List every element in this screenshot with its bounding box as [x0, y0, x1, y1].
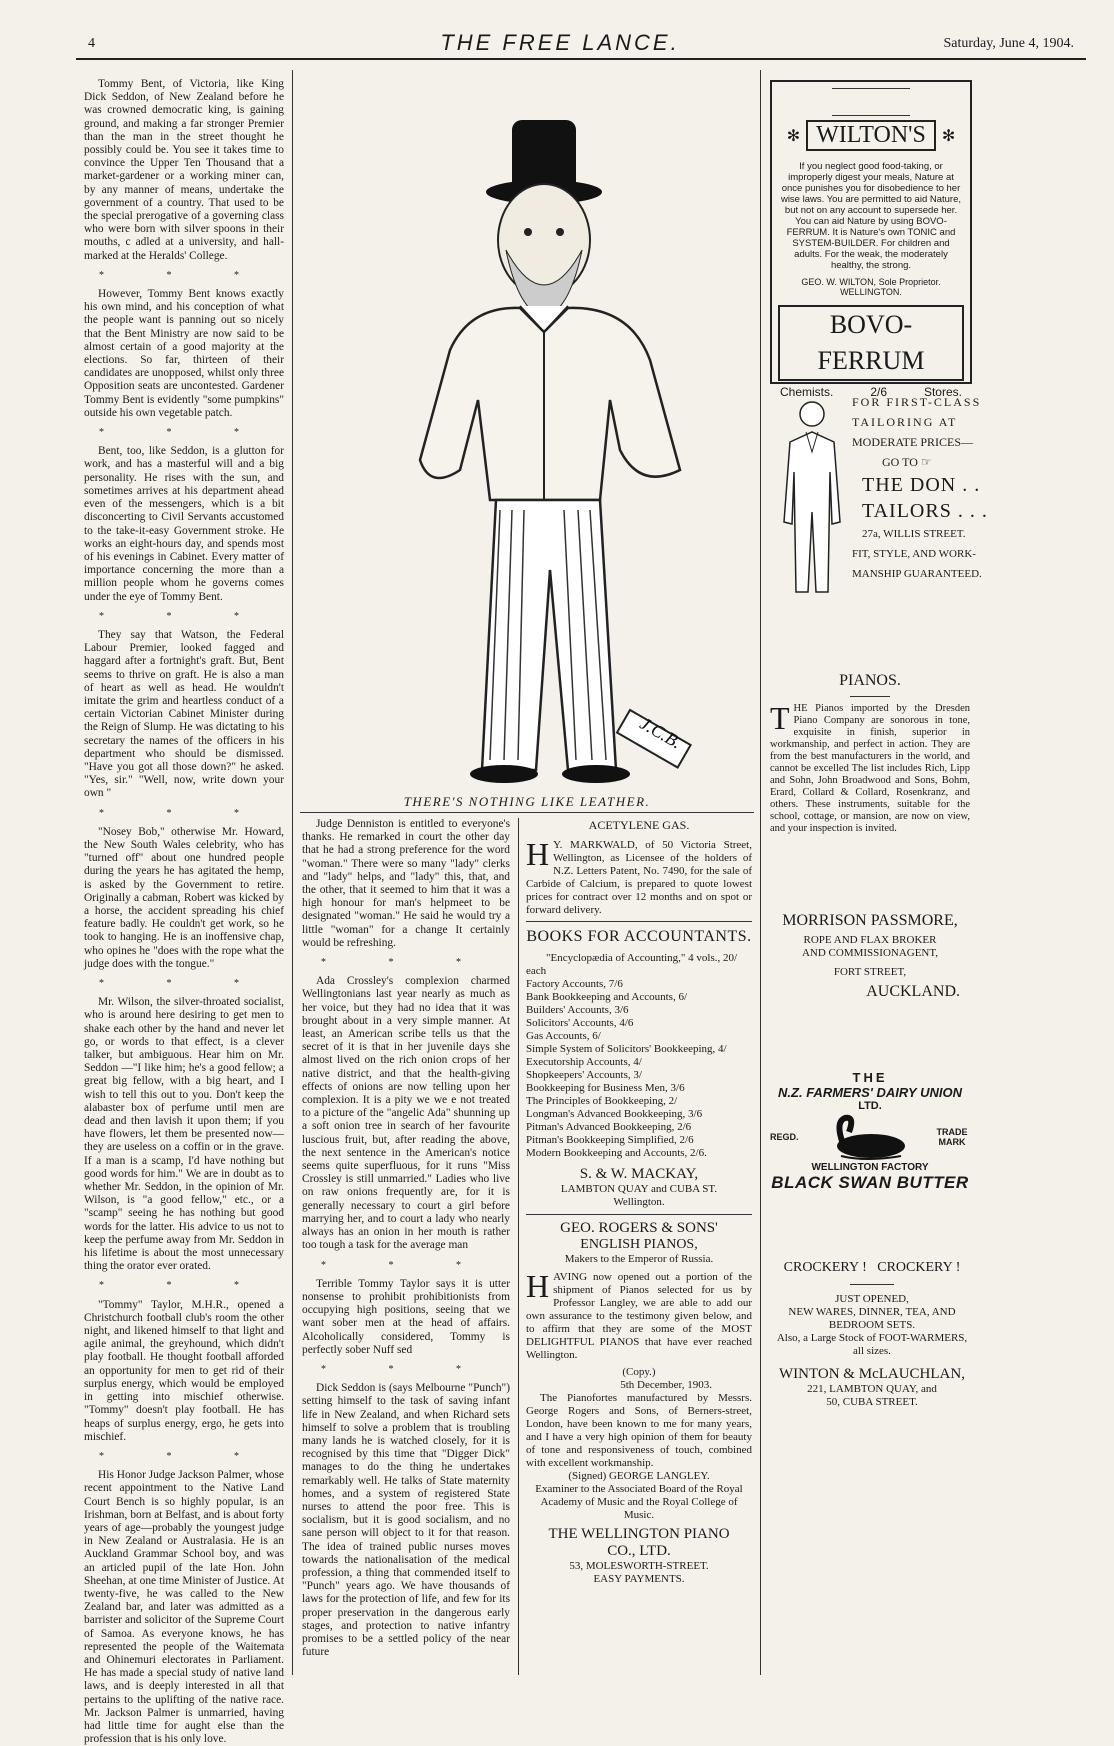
paragraph: Ada Crossley's complexion charmed Wellingtonians last year nearly as much as her voice, but they had no idea that it was brought about in a very simple manner. At least, an American scribe tells us that the secret of it is that in her juvenile days she almost lived on the rich onion crops of her native district, and that the health-giving effects of onions are now telling upon her complexion. It is a pity we we e not treated to a picture of the "angelic Ada" shunning up a soft onion tree in search of her favourite luscious fruit, but, after reading the above, the next sentence in the American's notice seems quite superfluous, for it runs "Miss Crossley is still unmarried." Ladies who live on raw onions frequently are, for it is generally necessary to court a girl before marrying her, and to court a lady who nearly always has an onion in her mouth is rather too tough a task for the average man	[302, 975, 510, 1252]
dairy-rego: REGD.	[770, 1132, 799, 1142]
tailors-guarantee-1: FIT, STYLE, AND WORK-	[852, 548, 976, 560]
cartoon-figure-illustration	[300, 70, 754, 790]
acetylene-heading: ACETYLENE GAS.	[588, 818, 690, 832]
paragraph: Dick Seddon is (says Melbourne "Punch") setting himself to the task of saving infant life in New Zealand, and when Richard sets himself to solve a problem that is troubling many lands he is watched closely, for it is recognised by this time that "Digger Dick" manages to do the thing he undertakes remarkably well. He talks of State maternity homes, and a system of registered State nurses to attend the poor free. This is socialism, but it is good socialism, and no sane person will object to it for that reason. The idea of trained public nurses moves towards the nationalisation of the medical profession, a thing that commended itself to "Punch" years ago. We have thousands of laws for the protection of life, and few for its proper preservation in the dangerous early stages, and protection to native infantry promises to be a settled policy of the near future	[302, 1382, 510, 1659]
crockery-line-5: all sizes.	[853, 1345, 891, 1357]
paragraph: Judge Denniston is entitled to everyone's thanks. He remarked in court the other day that he had a strong preference for the word "woman." There were so many "lady" clerks and "lady" helps, and "lady" this, that, and the other, that it seemed to him that it was a high honour for man's helpmeet to be designated "woman." He said he would try a little "woman" for a change It certainly would be refreshing.	[302, 818, 510, 949]
piano-company-2: CO., LTD.	[607, 1543, 671, 1559]
crockery-address-2: 50, CUBA STREET.	[826, 1396, 918, 1408]
list-item: Modern Bookkeeping and Accounts, 2/6.	[526, 1147, 707, 1159]
separator: * * *	[99, 1280, 269, 1292]
star-icon: ✻	[786, 127, 801, 145]
morrison-city: AUCKLAND.	[866, 983, 960, 1000]
price-label: 2/6	[870, 385, 887, 399]
list-item: "Encyclopædia of Accounting," 4 vols., 20/ each	[526, 952, 738, 977]
column-1	[84, 78, 284, 1746]
paragraph: "Tommy" Taylor, M.H.R., opened a Christchurch football club's room the other night, and likened himself to that light and agile animal, the greyhound, which didn't play football. He thought football afforded an opportunity for men to get rid of their surplus energy, which would be employed in getting into mischief otherwise. "Tommy" doesn't play football. He has heaps of surplus energy, ergo, he gets into mischief.	[84, 1298, 284, 1443]
crockery-address-1: 221, LAMBTON QUAY, and	[807, 1383, 937, 1395]
pianos-body	[770, 700, 970, 835]
separator: * * *	[99, 427, 269, 439]
separator: * * *	[99, 610, 269, 622]
list-item: Factory Accounts, 7/6	[526, 978, 623, 990]
tailors-name-1: THE DON . .	[862, 474, 981, 496]
crockery-line-2: NEW WARES, DINNER, TEA, AND	[788, 1306, 956, 1318]
tailors-address: 27a, WILLIS STREET.	[862, 528, 966, 540]
acetylene-ad	[526, 836, 752, 917]
dropcap: H	[526, 836, 550, 872]
separator: * * *	[99, 807, 269, 819]
dairy-ltd: LTD.	[858, 1100, 882, 1112]
wiltons-body: If you neglect good food-taking, or improperly digest your meals, Nature at once punishes you for disobedience to her wise laws. You are permitted to aid Nature, but not on any account to supersede her. You can aid Nature by using BOVO-FERRUM. It is Nature's own TONIC and SYSTEM-BUILDER. For children and adults. For the weak, the moderately healthy, the strong.	[780, 161, 962, 271]
list-item: Pitman's Bookkeeping Simplified, 2/6	[526, 1134, 694, 1146]
cartoon-signature: J.C.B.	[636, 713, 686, 753]
langley-signature: (Signed) GEORGE LANGLEY.	[568, 1470, 710, 1482]
books-address: LAMBTON QUAY and CUBA ST.	[560, 1183, 718, 1195]
paragraph: However, Tommy Bent knows exactly his own mind, and his conception of what the people want is panning out so nicely that the Bent Ministry are now said to be almost certain of a good majority at the elections. So far, thirteen of their candidates are unopposed, whilst only three Opposition seats are uncontested. Gardener Tommy Bent is evidently "some pumpkins" outside his own vegetable patch.	[84, 288, 284, 419]
paragraph: They say that Watson, the Federal Labour Premier, looked fagged and haggard after a fortnight's graft. But, Bent seems to thrive on graft. He is also a man of heart as well as head. He wouldn't imitate the grim and heartless conduct of a certain Victorian Cabinet Minister during the Reign of Slump. He was dictating to his secretary the names of the officers in his department who should be dismissed. "Have you got all those down?" he asked. "Yes, sir." "Well, now, write down your own "	[84, 628, 284, 800]
list-item: Shopkeepers' Accounts, 3/	[526, 1069, 642, 1081]
wiltons-title: WILTON'S	[806, 120, 936, 151]
tailors-line-3: MODERATE PRICES—	[852, 435, 974, 449]
page-number: 4	[88, 36, 95, 51]
chemists-label: Chemists.	[780, 385, 834, 399]
list-item: Bookkeeping for Business Men, 3/6	[526, 1082, 685, 1094]
morrison-line-3: FORT STREET,	[833, 966, 907, 978]
separator: * * *	[321, 1259, 491, 1271]
dairy-the: THE	[852, 1070, 888, 1085]
paragraph: Bent, too, like Seddon, is a glutton for work, and has a masterful will and a big personality. He rises with the sun, and sometimes arrives at his department ahead even of the messengers, which is a bit disconcerting to Civil Servants accustomed to the take-it-easy Government stroke. He works an eight-hours day, and spends most of his evenings in Cabinet. Every matter of importance concerning the more than a million people whom he governs comes under the eye of Tommy Bent.	[84, 445, 284, 603]
tailors-name-2: TAILORS . . .	[862, 500, 988, 522]
stores-label: Stores.	[923, 385, 962, 399]
list-item: Bank Bookkeeping and Accounts, 6/	[526, 991, 688, 1003]
paragraph: Terrible Tommy Taylor says it is utter nonsense to prohibit prohibitionists from occupying high positions, seeing that we want sober men at the head of affairs. Alcoholically considered, Tommy is perfectly sober Nuff sed	[302, 1277, 510, 1356]
pianos-text: HE Pianos imported by the Dresden Piano Company are sonorous in tone, exquisite in finish, superior in workmanship, and perfect in action. They are from the best manufacturers in the world, and cannot be excelled The list includes Rich, Lipp and Sohn, John Broadwood and Sons, Bohm, Erard, Collard & Collard, Rosenkranz, and others. These instruments, suitable for the school, cottage, or mansion, are now on view, and your inspection is invited.	[770, 703, 970, 834]
morrison-line-2: AND COMMISSIONAGENT,	[801, 947, 939, 959]
header-rule	[76, 58, 1086, 60]
tailors-line-1: FOR FIRST-CLASS	[852, 395, 982, 409]
list-item: Solicitors' Accounts, 4/6	[526, 1017, 634, 1029]
tailors-line-4: GO TO ☞	[882, 455, 932, 469]
paragraph: Mr. Wilson, the silver-throated socialist, who is around here desiring to get men to shake each other by the hand and never let go, or words to that effect, is a clever talker, but ambiguous. Hear him on Mr. Seddon —"I like him; he's a good fellow; a great big fellow, with a big heart, and I wish to tell this out to you. Don't keep the alabaster box of perfume until men are dead and then lavish it upon them; if you have flowers, let them be presented now—they are useless on a coffin or in the grave. If a man is a scamp, I'd have nothing but good words for him." We are in doubt as to whether Mr. Seddon, in the opinion of Mr. Wilson, is "a good fellow," etc., or a "scamp" seeing he has nothing but good words for the latter. His advice to us not to keep the perfume away from Mr. Seddon in his lifetime is about the most unnecessary thing the orator ever orated.	[84, 996, 284, 1273]
list-item: Pitman's Advanced Bookkeeping, 2/6	[526, 1121, 692, 1133]
swan-icon	[821, 1112, 911, 1162]
piano-company-1: THE WELLINGTON PIANO	[548, 1526, 730, 1542]
star-icon: ✻	[941, 127, 956, 145]
dropcap: T	[770, 700, 790, 736]
crockery-line-1: JUST OPENED,	[835, 1293, 909, 1305]
tailors-line-2: TAILORING AT	[852, 415, 958, 429]
paragraph: Tommy Bent, of Victoria, like King Dick Seddon, of New Zealand before he was crowned democratic king, is gaining ground, and making a far stronger Premier than the man in the street thought he possibly could be. You see it takes time to convince the Upper Ten Thousand that a market-gardener or a working miner can, by any manner of means, undertake the government of a country. That used to be the special prerogative of a governing class who were born with silver spoons in their mouths, c adled at a university, and hall-marked at the Heralds' College.	[84, 78, 284, 262]
books-heading: BOOKS FOR ACCOUNTANTS.	[526, 928, 752, 945]
separator: * * *	[99, 978, 269, 989]
separator: * * *	[321, 1363, 491, 1375]
paragraph: "Nosey Bob," otherwise Mr. Howard, the New South Wales celebrity, who has "turned off" about one hundred people during the years he has agitated the hemp, is asked by the Government to retire. Originally a cabman, Robert was kicked by a horse, the accident spreading his chief feature badly. He couldn't get work, so he took to hanging. He is an inoffensive chap, who opines he "does with the rope what the judge does with the tongue."	[84, 825, 284, 970]
column-divider	[760, 70, 761, 1675]
rogers-heading-1: GEO. ROGERS & SONS'	[560, 1220, 718, 1236]
books-city: Wellington.	[613, 1196, 665, 1208]
crockery-heading: CROCKERY ! CROCKERY !	[783, 1260, 961, 1275]
pianos-ad	[770, 672, 970, 835]
separator: * * *	[321, 957, 491, 969]
morrison-name: MORRISON PASSMORE,	[782, 912, 958, 929]
cartoon	[300, 70, 754, 790]
crockery-line-3: BEDROOM SETS.	[828, 1319, 916, 1331]
dairy-product: BLACK SWAN BUTTER	[771, 1173, 969, 1192]
dairy-trade-mark: TRADE MARK	[936, 1127, 968, 1147]
product-name: BOVO-FERRUM	[778, 305, 964, 381]
list-item: Longman's Advanced Bookkeeping, 3/6	[526, 1108, 703, 1120]
wiltons-ad	[770, 80, 972, 399]
crockery-ad	[770, 1260, 974, 1409]
separator: * * *	[99, 1450, 269, 1462]
dropcap: H	[526, 1268, 550, 1304]
rogers-text: AVING now opened out a portion of the shipment of Pianos selected for us by Professor Langley, we are able to add our own assurance to the testimony given below, and to affirm that they are some of the MOST DELIGHTFUL PIANOS that have ever reached Wellington.	[526, 1271, 752, 1361]
separator: * * *	[99, 269, 269, 281]
dairy-name: N.Z. FARMERS' DAIRY UNION	[778, 1085, 962, 1100]
dairy-factory: WELLINGTON FACTORY	[811, 1162, 929, 1173]
wiltons-city: WELLINGTON.	[840, 287, 902, 297]
caption-rule	[300, 812, 754, 813]
dairy-ad	[770, 1070, 970, 1230]
langley-title: Examiner to the Associated Board of the Royal Academy of Music and the Royal College of Music.	[535, 1483, 743, 1521]
rogers-subheading: Makers to the Emperor of Russia.	[564, 1253, 714, 1265]
langley-letter: The Pianofortes manufactured by Messrs. George Rogers and Sons, of Berners-street, London, have been known to me for many years, and I have a very high opinion of them for beauty of tone and responsiveness of touch, combined with excellent workmanship.	[526, 1392, 752, 1469]
wiltons-proprietor: GEO. W. WILTON, Sole Proprietor.	[801, 277, 941, 287]
crockery-line-4: Also, a Large Stock of FOOT-WARMERS,	[776, 1332, 968, 1344]
piano-address: 53, MOLESWORTH-STREET.	[569, 1560, 709, 1572]
paragraph: His Honor Judge Jackson Palmer, whose recent appointment to the Native Land Court Bench is so highly popular, is an Irishman, born at Belfast, and is about forty years of age—probably the youngest judge in New Zealand or Australasia. He is an Auckland Grammar School boy, and was an articled pupil of the late Hon. John Sheehan, at one time Minister of Justice. At twenty-five, he was called to the New Zealand bar, and later was admitted as a barrister and solicitor of the Supreme Court of Samoa. As everyone knows, he has represented the people of the Waitemata and Ohinemuri electorates in Parliament. He has made a special study of native land laws, and is deeply interested in all that pertains to the uplifting of the native race. Mr. Jackson Palmer is unmarried, having had little time for aught else than the profession that is his only love.	[84, 1469, 284, 1746]
morrison-ad	[770, 912, 970, 1001]
rogers-heading-2: ENGLISH PIANOS,	[580, 1237, 698, 1252]
piano-terms: EASY PAYMENTS.	[593, 1573, 685, 1585]
list-item: Simple System of Solicitors' Bookkeeping, 4/	[526, 1043, 727, 1055]
tailors-guarantee-2: MANSHIP GUARANTEED.	[852, 568, 982, 580]
tailors-ad	[770, 392, 1070, 642]
column-3	[526, 818, 752, 1676]
acetylene-body: Y. MARKWALD, of 50 Victoria Street, Wellington, as Licensee of the holders of N.Z. Letters Patent, No. 7490, for the sale of Carbide of Calcium, is prepared to quote lowest prices for contract over 12 months and on spot or forward delivery.	[526, 839, 752, 916]
crockery-firm: WINTON & McLAUCHLAN,	[779, 1366, 965, 1382]
paper-title: THE FREE LANCE.	[440, 30, 680, 55]
rogers-body	[526, 1268, 752, 1362]
list-item: Executorship Accounts, 4/	[526, 1056, 642, 1068]
copy-date: 5th December, 1903.	[620, 1379, 712, 1391]
column-divider	[292, 70, 293, 1675]
cartoon-caption: THERE'S NOTHING LIKE LEATHER.	[403, 794, 651, 809]
books-firm: S. & W. MACKAY,	[579, 1166, 699, 1182]
pianos-heading: PIANOS.	[839, 672, 901, 689]
column-2	[302, 818, 510, 1676]
books-list	[526, 952, 752, 1160]
morrison-line-1: ROPE AND FLAX BROKER	[803, 934, 937, 946]
tailor-figure-illustration	[770, 392, 850, 602]
issue-date: Saturday, June 4, 1904.	[943, 36, 1074, 51]
column-divider	[518, 818, 519, 1675]
list-item: Builders' Accounts, 3/6	[526, 1004, 629, 1016]
ad-ornament	[832, 88, 910, 116]
list-item: Gas Accounts, 6/	[526, 1030, 601, 1042]
list-item: The Principles of Bookkeeping, 2/	[526, 1095, 678, 1107]
copy-label: (Copy.)	[622, 1366, 656, 1378]
